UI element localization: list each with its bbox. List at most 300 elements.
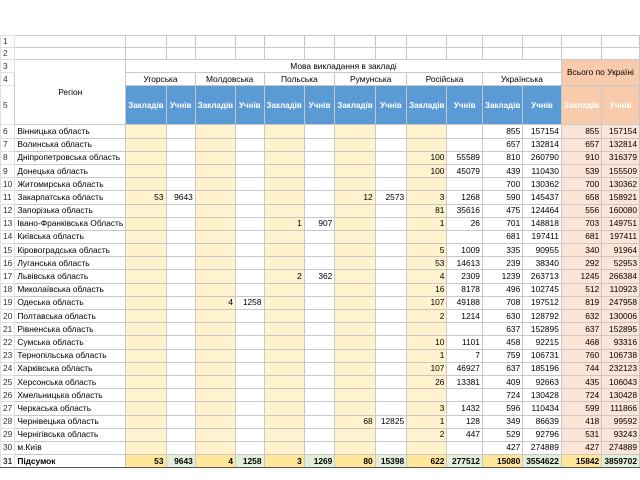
value-cell[interactable]: 93316 [602, 336, 640, 349]
value-cell[interactable] [304, 244, 335, 257]
sub-header-students[interactable]: Учнів [523, 86, 562, 125]
value-cell[interactable]: 68 [335, 415, 375, 428]
empty-cell[interactable] [523, 36, 562, 48]
value-cell[interactable] [126, 257, 166, 270]
value-cell[interactable] [236, 428, 264, 441]
value-cell[interactable] [447, 138, 482, 151]
value-cell[interactable]: 124464 [523, 204, 562, 217]
empty-cell[interactable] [523, 48, 562, 60]
value-cell[interactable] [304, 323, 335, 336]
value-cell[interactable]: 1009 [447, 244, 482, 257]
value-cell[interactable]: 556 [561, 204, 601, 217]
value-cell[interactable]: 744 [561, 362, 601, 375]
value-cell[interactable] [236, 204, 264, 217]
value-cell[interactable] [264, 362, 304, 375]
row-number[interactable]: 20 [1, 310, 15, 323]
value-cell[interactable] [264, 336, 304, 349]
value-cell[interactable] [166, 257, 195, 270]
value-cell[interactable] [304, 362, 335, 375]
empty-cell[interactable] [126, 48, 166, 60]
value-cell[interactable]: 102745 [523, 283, 562, 296]
sub-header-students[interactable]: Учнів [602, 86, 640, 125]
empty-cell[interactable] [375, 48, 407, 60]
row-number[interactable]: 24 [1, 362, 15, 375]
value-cell[interactable] [264, 125, 304, 138]
value-cell[interactable] [375, 217, 407, 230]
value-cell[interactable]: 152895 [523, 323, 562, 336]
value-cell[interactable] [195, 230, 235, 243]
value-cell[interactable] [304, 191, 335, 204]
value-cell[interactable] [264, 296, 304, 309]
value-cell[interactable] [335, 428, 375, 441]
value-cell[interactable]: 458 [482, 336, 522, 349]
value-cell[interactable] [126, 244, 166, 257]
value-cell[interactable] [407, 230, 447, 243]
value-cell[interactable] [236, 323, 264, 336]
value-cell[interactable]: 2 [264, 270, 304, 283]
value-cell[interactable]: 106738 [602, 349, 640, 362]
value-cell[interactable] [264, 191, 304, 204]
value-cell[interactable] [375, 402, 407, 415]
region-cell[interactable]: Херсонська область [15, 375, 126, 388]
value-cell[interactable]: 53 [407, 257, 447, 270]
total-value[interactable]: 277512 [447, 455, 482, 468]
region-cell[interactable]: Хмельницька область [15, 389, 126, 402]
value-cell[interactable] [335, 204, 375, 217]
value-cell[interactable]: 8178 [447, 283, 482, 296]
value-cell[interactable]: 53 [126, 191, 166, 204]
value-cell[interactable] [264, 257, 304, 270]
value-cell[interactable] [236, 191, 264, 204]
value-cell[interactable] [195, 428, 235, 441]
value-cell[interactable] [126, 323, 166, 336]
value-cell[interactable]: 128792 [523, 310, 562, 323]
row-number[interactable]: 18 [1, 283, 15, 296]
value-cell[interactable] [304, 415, 335, 428]
value-cell[interactable] [375, 178, 407, 191]
value-cell[interactable] [126, 270, 166, 283]
value-cell[interactable] [304, 389, 335, 402]
value-cell[interactable]: 1 [407, 349, 447, 362]
value-cell[interactable] [447, 389, 482, 402]
value-cell[interactable] [236, 125, 264, 138]
value-cell[interactable] [236, 257, 264, 270]
empty-cell[interactable] [335, 48, 375, 60]
value-cell[interactable] [375, 257, 407, 270]
total-value[interactable]: 9643 [166, 455, 195, 468]
value-cell[interactable]: 724 [482, 389, 522, 402]
sheet-title[interactable]: Мова викладання в закладі [126, 60, 562, 73]
value-cell[interactable]: 239 [482, 257, 522, 270]
value-cell[interactable] [195, 217, 235, 230]
value-cell[interactable]: 1245 [561, 270, 601, 283]
value-cell[interactable]: 596 [482, 402, 522, 415]
value-cell[interactable] [126, 217, 166, 230]
value-cell[interactable] [126, 362, 166, 375]
row-number[interactable]: 10 [1, 178, 15, 191]
row-number[interactable]: 25 [1, 375, 15, 388]
total-label[interactable]: Підсумок [15, 455, 126, 468]
value-cell[interactable] [375, 138, 407, 151]
value-cell[interactable] [166, 375, 195, 388]
empty-cell[interactable] [447, 48, 482, 60]
value-cell[interactable]: 468 [561, 336, 601, 349]
region-cell[interactable]: Миколаївська область [15, 283, 126, 296]
value-cell[interactable] [166, 402, 195, 415]
sub-header-institutions[interactable]: Закладів [126, 86, 166, 125]
value-cell[interactable] [166, 389, 195, 402]
value-cell[interactable] [195, 138, 235, 151]
value-cell[interactable] [304, 125, 335, 138]
value-cell[interactable] [335, 217, 375, 230]
value-cell[interactable] [195, 441, 235, 454]
value-cell[interactable]: 1 [264, 217, 304, 230]
region-cell[interactable]: Черкаська область [15, 402, 126, 415]
value-cell[interactable]: 14613 [447, 257, 482, 270]
value-cell[interactable] [264, 310, 304, 323]
value-cell[interactable] [126, 230, 166, 243]
value-cell[interactable] [166, 415, 195, 428]
value-cell[interactable] [195, 362, 235, 375]
value-cell[interactable] [126, 375, 166, 388]
value-cell[interactable] [335, 178, 375, 191]
value-cell[interactable]: 632 [561, 310, 601, 323]
value-cell[interactable] [335, 283, 375, 296]
empty-cell[interactable] [166, 48, 195, 60]
value-cell[interactable]: 100 [407, 164, 447, 177]
value-cell[interactable]: 427 [482, 441, 522, 454]
value-cell[interactable]: 2309 [447, 270, 482, 283]
value-cell[interactable] [264, 402, 304, 415]
value-cell[interactable] [166, 283, 195, 296]
value-cell[interactable] [195, 257, 235, 270]
row-number[interactable]: 29 [1, 428, 15, 441]
value-cell[interactable]: 93243 [602, 428, 640, 441]
value-cell[interactable]: 132814 [602, 138, 640, 151]
value-cell[interactable] [126, 402, 166, 415]
value-cell[interactable] [375, 441, 407, 454]
value-cell[interactable]: 55589 [447, 151, 482, 164]
value-cell[interactable]: 4 [195, 296, 235, 309]
value-cell[interactable] [166, 217, 195, 230]
value-cell[interactable] [304, 310, 335, 323]
value-cell[interactable] [166, 138, 195, 151]
value-cell[interactable]: 90955 [523, 244, 562, 257]
region-cell[interactable]: Сумська область [15, 336, 126, 349]
empty-cell[interactable] [482, 48, 522, 60]
value-cell[interactable]: 130428 [523, 389, 562, 402]
value-cell[interactable] [264, 204, 304, 217]
empty-cell[interactable] [166, 36, 195, 48]
value-cell[interactable] [335, 389, 375, 402]
total-value[interactable]: 3859702 [602, 455, 640, 468]
row-number[interactable]: 14 [1, 230, 15, 243]
region-cell[interactable]: Дніпропетровська область [15, 151, 126, 164]
row-number[interactable]: 27 [1, 402, 15, 415]
value-cell[interactable] [264, 415, 304, 428]
value-cell[interactable] [447, 441, 482, 454]
value-cell[interactable] [375, 310, 407, 323]
value-cell[interactable]: 260790 [523, 151, 562, 164]
value-cell[interactable]: 2 [407, 310, 447, 323]
value-cell[interactable] [126, 283, 166, 296]
sub-header-students[interactable]: Учнів [304, 86, 335, 125]
value-cell[interactable]: 759 [482, 349, 522, 362]
value-cell[interactable] [236, 389, 264, 402]
value-cell[interactable]: 38340 [523, 257, 562, 270]
value-cell[interactable] [166, 323, 195, 336]
value-cell[interactable] [126, 441, 166, 454]
value-cell[interactable] [195, 204, 235, 217]
value-cell[interactable] [126, 178, 166, 191]
value-cell[interactable]: 130428 [602, 389, 640, 402]
value-cell[interactable] [236, 402, 264, 415]
region-cell[interactable]: Івано-Франківська Область [15, 217, 126, 230]
region-cell[interactable]: Житомирська область [15, 178, 126, 191]
value-cell[interactable]: 724 [561, 389, 601, 402]
row-number[interactable]: 2 [1, 48, 15, 60]
value-cell[interactable] [264, 441, 304, 454]
value-cell[interactable]: 130362 [523, 178, 562, 191]
empty-cell[interactable] [195, 36, 235, 48]
value-cell[interactable]: 703 [561, 217, 601, 230]
value-cell[interactable] [126, 428, 166, 441]
value-cell[interactable]: 92796 [523, 428, 562, 441]
value-cell[interactable] [126, 336, 166, 349]
value-cell[interactable] [264, 428, 304, 441]
language-header[interactable]: Українська [482, 73, 561, 86]
value-cell[interactable]: 447 [447, 428, 482, 441]
empty-cell[interactable] [236, 48, 264, 60]
value-cell[interactable]: 512 [561, 283, 601, 296]
value-cell[interactable]: 155509 [602, 164, 640, 177]
value-cell[interactable] [375, 204, 407, 217]
value-cell[interactable]: 130006 [602, 310, 640, 323]
value-cell[interactable] [236, 441, 264, 454]
value-cell[interactable]: 106731 [523, 349, 562, 362]
value-cell[interactable] [166, 428, 195, 441]
value-cell[interactable] [264, 164, 304, 177]
value-cell[interactable] [166, 230, 195, 243]
value-cell[interactable]: 1214 [447, 310, 482, 323]
value-cell[interactable] [166, 336, 195, 349]
total-value[interactable]: 15398 [375, 455, 407, 468]
value-cell[interactable]: 92215 [523, 336, 562, 349]
value-cell[interactable] [335, 164, 375, 177]
value-cell[interactable]: 158921 [602, 191, 640, 204]
total-value[interactable]: 3 [264, 455, 304, 468]
value-cell[interactable]: 81 [407, 204, 447, 217]
value-cell[interactable] [236, 138, 264, 151]
value-cell[interactable]: 12825 [375, 415, 407, 428]
value-cell[interactable] [264, 389, 304, 402]
value-cell[interactable] [264, 151, 304, 164]
value-cell[interactable] [195, 389, 235, 402]
row-number[interactable]: 16 [1, 257, 15, 270]
value-cell[interactable]: 266384 [602, 270, 640, 283]
value-cell[interactable]: 701 [482, 217, 522, 230]
value-cell[interactable]: 855 [561, 125, 601, 138]
value-cell[interactable]: 810 [482, 151, 522, 164]
value-cell[interactable] [447, 178, 482, 191]
value-cell[interactable] [304, 441, 335, 454]
value-cell[interactable] [126, 125, 166, 138]
region-cell[interactable]: Вінницька область [15, 125, 126, 138]
value-cell[interactable]: 100 [407, 151, 447, 164]
value-cell[interactable] [166, 204, 195, 217]
value-cell[interactable] [264, 349, 304, 362]
language-header[interactable]: Російська [407, 73, 483, 86]
value-cell[interactable]: 637 [561, 323, 601, 336]
value-cell[interactable] [447, 125, 482, 138]
value-cell[interactable]: 340 [561, 244, 601, 257]
value-cell[interactable] [195, 191, 235, 204]
value-cell[interactable] [407, 138, 447, 151]
value-cell[interactable] [407, 389, 447, 402]
region-header[interactable]: Регіон [15, 60, 126, 125]
value-cell[interactable] [195, 244, 235, 257]
value-cell[interactable] [407, 323, 447, 336]
empty-cell[interactable] [264, 36, 304, 48]
value-cell[interactable]: 110430 [523, 164, 562, 177]
sub-header-institutions[interactable]: Закладів [407, 86, 447, 125]
value-cell[interactable] [166, 362, 195, 375]
value-cell[interactable] [304, 178, 335, 191]
region-cell[interactable]: Полтавська область [15, 310, 126, 323]
value-cell[interactable] [166, 178, 195, 191]
value-cell[interactable] [236, 164, 264, 177]
value-cell[interactable]: 148818 [523, 217, 562, 230]
value-cell[interactable] [335, 244, 375, 257]
value-cell[interactable]: 110434 [523, 402, 562, 415]
value-cell[interactable]: 274889 [602, 441, 640, 454]
value-cell[interactable]: 52953 [602, 257, 640, 270]
value-cell[interactable]: 531 [561, 428, 601, 441]
value-cell[interactable]: 409 [482, 375, 522, 388]
empty-cell[interactable] [335, 36, 375, 48]
value-cell[interactable] [195, 151, 235, 164]
value-cell[interactable]: 26 [447, 217, 482, 230]
total-value[interactable]: 15842 [561, 455, 601, 468]
value-cell[interactable] [195, 178, 235, 191]
value-cell[interactable]: 1 [407, 217, 447, 230]
value-cell[interactable]: 107 [407, 296, 447, 309]
value-cell[interactable]: 700 [482, 178, 522, 191]
value-cell[interactable] [264, 244, 304, 257]
value-cell[interactable]: 2573 [375, 191, 407, 204]
value-cell[interactable]: 247958 [602, 296, 640, 309]
value-cell[interactable]: 16 [407, 283, 447, 296]
value-cell[interactable] [335, 138, 375, 151]
value-cell[interactable] [166, 441, 195, 454]
row-number[interactable]: 7 [1, 138, 15, 151]
value-cell[interactable] [126, 310, 166, 323]
empty-cell[interactable] [407, 36, 447, 48]
value-cell[interactable] [304, 164, 335, 177]
row-number[interactable]: 3 [1, 60, 15, 73]
value-cell[interactable]: 12 [335, 191, 375, 204]
row-number[interactable]: 5 [1, 86, 15, 125]
value-cell[interactable] [304, 375, 335, 388]
value-cell[interactable]: 539 [561, 164, 601, 177]
region-cell[interactable]: Чернігівська область [15, 428, 126, 441]
sub-header-students[interactable]: Учнів [375, 86, 407, 125]
value-cell[interactable]: 45079 [447, 164, 482, 177]
value-cell[interactable] [126, 204, 166, 217]
value-cell[interactable] [375, 349, 407, 362]
row-number[interactable]: 26 [1, 389, 15, 402]
value-cell[interactable]: 197411 [602, 230, 640, 243]
empty-cell[interactable] [447, 36, 482, 48]
value-cell[interactable]: 496 [482, 283, 522, 296]
value-cell[interactable] [264, 230, 304, 243]
row-number[interactable]: 11 [1, 191, 15, 204]
region-cell[interactable]: Львівська область [15, 270, 126, 283]
language-header[interactable]: Румунська [335, 73, 407, 86]
empty-cell[interactable] [195, 48, 235, 60]
region-cell[interactable]: Рівненська область [15, 323, 126, 336]
value-cell[interactable] [195, 415, 235, 428]
value-cell[interactable]: 132814 [523, 138, 562, 151]
value-cell[interactable]: 26 [407, 375, 447, 388]
sub-header-institutions[interactable]: Закладів [482, 86, 522, 125]
row-number[interactable]: 1 [1, 36, 15, 48]
empty-cell[interactable] [126, 36, 166, 48]
value-cell[interactable] [375, 428, 407, 441]
row-number[interactable]: 8 [1, 151, 15, 164]
value-cell[interactable] [264, 178, 304, 191]
value-cell[interactable]: 637 [482, 362, 522, 375]
language-header[interactable]: Польська [264, 73, 335, 86]
value-cell[interactable]: 3 [407, 402, 447, 415]
value-cell[interactable]: 708 [482, 296, 522, 309]
value-cell[interactable]: 657 [482, 138, 522, 151]
region-cell[interactable]: Чернівецька область [15, 415, 126, 428]
value-cell[interactable]: 1 [407, 415, 447, 428]
value-cell[interactable] [447, 230, 482, 243]
empty-cell[interactable] [304, 36, 335, 48]
value-cell[interactable] [236, 270, 264, 283]
value-cell[interactable]: 157154 [602, 125, 640, 138]
value-cell[interactable]: 907 [304, 217, 335, 230]
value-cell[interactable] [264, 283, 304, 296]
row-number[interactable]: 22 [1, 336, 15, 349]
value-cell[interactable]: 157154 [523, 125, 562, 138]
value-cell[interactable] [375, 125, 407, 138]
value-cell[interactable]: 110923 [602, 283, 640, 296]
value-cell[interactable] [304, 138, 335, 151]
value-cell[interactable] [236, 151, 264, 164]
value-cell[interactable] [236, 230, 264, 243]
value-cell[interactable] [304, 204, 335, 217]
sub-header-students[interactable]: Учнів [166, 86, 195, 125]
value-cell[interactable] [407, 441, 447, 454]
value-cell[interactable] [304, 336, 335, 349]
spreadsheet-grid[interactable] [0, 35, 640, 468]
value-cell[interactable]: 335 [482, 244, 522, 257]
value-cell[interactable] [195, 323, 235, 336]
value-cell[interactable] [166, 349, 195, 362]
value-cell[interactable]: 316379 [602, 151, 640, 164]
value-cell[interactable] [236, 244, 264, 257]
value-cell[interactable]: 349 [482, 415, 522, 428]
value-cell[interactable]: 149751 [602, 217, 640, 230]
value-cell[interactable] [335, 375, 375, 388]
value-cell[interactable]: 657 [561, 138, 601, 151]
value-cell[interactable] [236, 362, 264, 375]
value-cell[interactable]: 630 [482, 310, 522, 323]
value-cell[interactable]: 599 [561, 402, 601, 415]
